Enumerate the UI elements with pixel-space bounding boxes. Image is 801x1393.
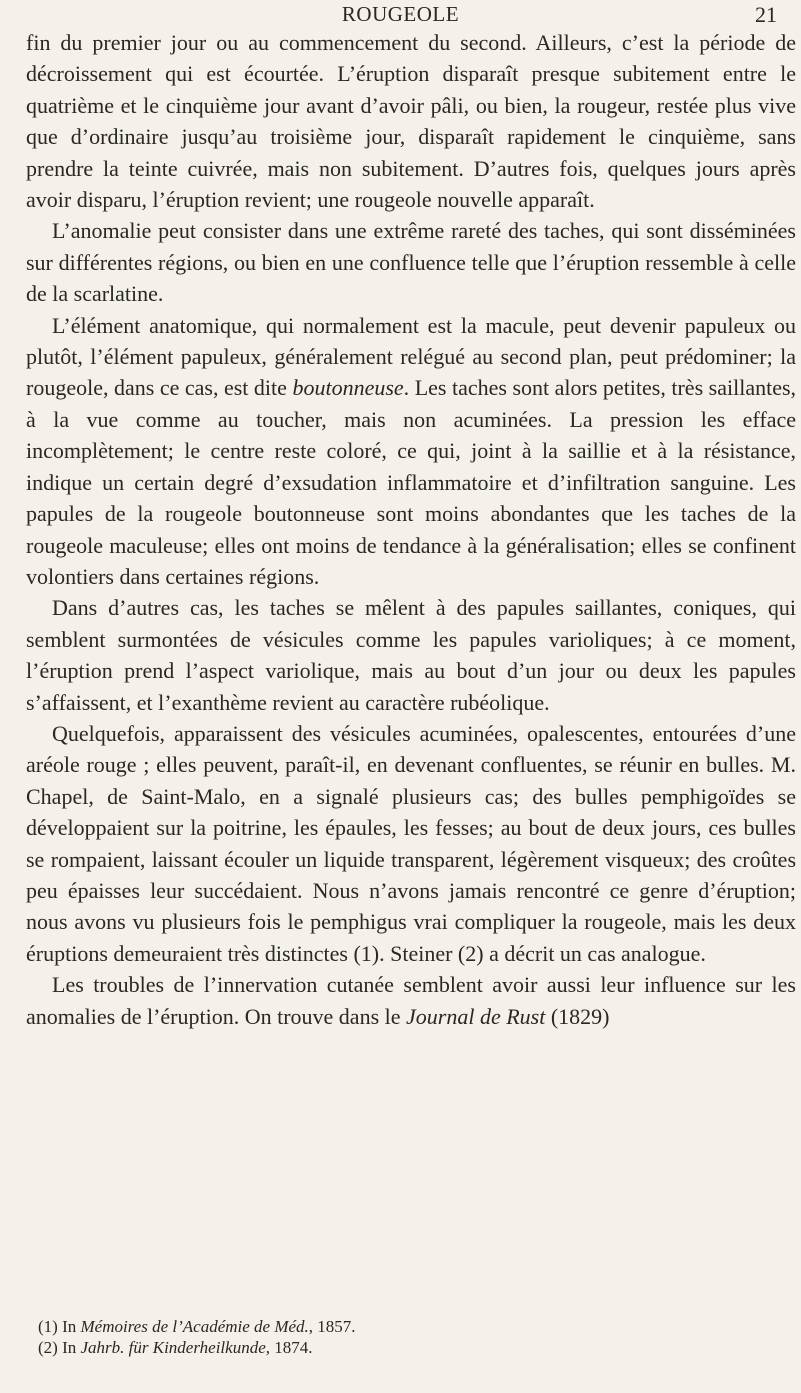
footnote-1 — [38, 1316, 778, 1337]
paragraph-2: L’anomalie peut consister dans une extrême rareté des taches, qui sont disséminées sur différentes régions, ou bien en une confluence telle que l’éruption ressemble à celle de la scarlatine. — [26, 218, 796, 307]
paragraph-1: fin du premier jour ou au commencement du second. Ailleurs, c’est la période de décroissement qui est écourtée. L’éruption disparaît presque subitement entre le quatrième et le cinquième jour avant d’avoir pâli, ou bien, la rougeur, restée plus vive que d’ordinaire jusqu’au troisième jour, disparaît rapidement le cinquième, sans prendre la teinte cuivrée, mais non subitement. D’autres fois, quelques jours après avoir disparu, l’éruption revient; une rougeole nouvelle apparaît. — [26, 30, 796, 213]
footnote-2-prefix: (2) In — [38, 1338, 81, 1357]
journal-title: Journal de Rust — [406, 1003, 546, 1029]
paragraph-3 — [26, 310, 796, 593]
paragraph-3-rest: . Les taches sont alors petites, très saillantes, à la vue comme au toucher, mais non acuminées. La pression les efface incomplètement; le centre reste coloré, ce qui, joint à la saillie et à la résistance, indique un certain degré d’exsudation inflammatoire et d’infiltration sanguine. Les papules de la rougeole boutonneuse sont moins abondantes que les taches de la rougeole maculeuse; elles ont moins de tendance à la généralisation; elles se confinent volontiers dans certaines régions. — [26, 375, 797, 589]
body-text — [26, 27, 796, 1032]
footnote-1-source: Mémoires de l’Académie de Méd. — [80, 1317, 309, 1336]
running-title: ROUGEOLE — [341, 2, 460, 26]
running-head — [0, 2, 801, 28]
term-boutonneuse: boutonneuse — [292, 375, 404, 401]
footnotes — [38, 1316, 778, 1358]
paragraph-6 — [26, 969, 796, 1032]
footnote-1-year: , 1857. — [308, 1317, 356, 1336]
footnote-2 — [38, 1337, 778, 1358]
paragraph-6-start: Les troubles de l’innervation cutanée semblent avoir aussi leur influence sur les anomalies de l’éruption. On trouve dans le — [26, 972, 796, 1029]
footnote-1-prefix: (1) In — [38, 1317, 81, 1336]
paragraph-6-rest: (1829) — [545, 1003, 610, 1029]
paragraph-5: Quelquefois, apparaissent des vésicules acuminées, opalescentes, entourées d’une aréole rouge ; elles peuvent, paraît-il, en devenant confluentes, se réunir en bulles. M. Chapel, de Saint-Malo, en a signalé plusieurs cas; des bulles pemphigoïdes se développaient sur la poitrine, les épaules, les fesses; au bout de deux jours, ces bulles se rompaient, laissant écouler un liquide transparent, légèrement visqueux; des croûtes peu épaisses leur succédaient. Nous n’avons jamais rencontré ce genre d’éruption; nous avons vu plusieurs fois le pemphigus vrai compliquer la rougeole, mais les deux éruptions demeuraient très distinctes (1). Steiner (2) a décrit un cas analogue. — [26, 720, 796, 966]
paragraph-4: Dans d’autres cas, les taches se mêlent à des papules saillantes, coniques, qui semblent surmontées de vésicules comme les papules varioliques; à ce moment, l’éruption prend l’aspect variolique, mais au bout d’un jour ou deux les papules s’affaissent, et l’exanthème revient au caractère rubéolique. — [26, 595, 796, 715]
footnote-2-source: Jahrb. für Kinderheilkunde — [80, 1338, 266, 1357]
page-number: 21 — [755, 2, 777, 27]
paragraph-3-start: L’élément anatomique, qui normalement est la macule, peut devenir papuleux ou plutôt, l’élément papuleux, généralement relégué au second plan, peut prédominer; la rougeole, dans ce cas, est dite — [26, 312, 796, 401]
footnote-2-year: , 1874. — [265, 1338, 313, 1357]
